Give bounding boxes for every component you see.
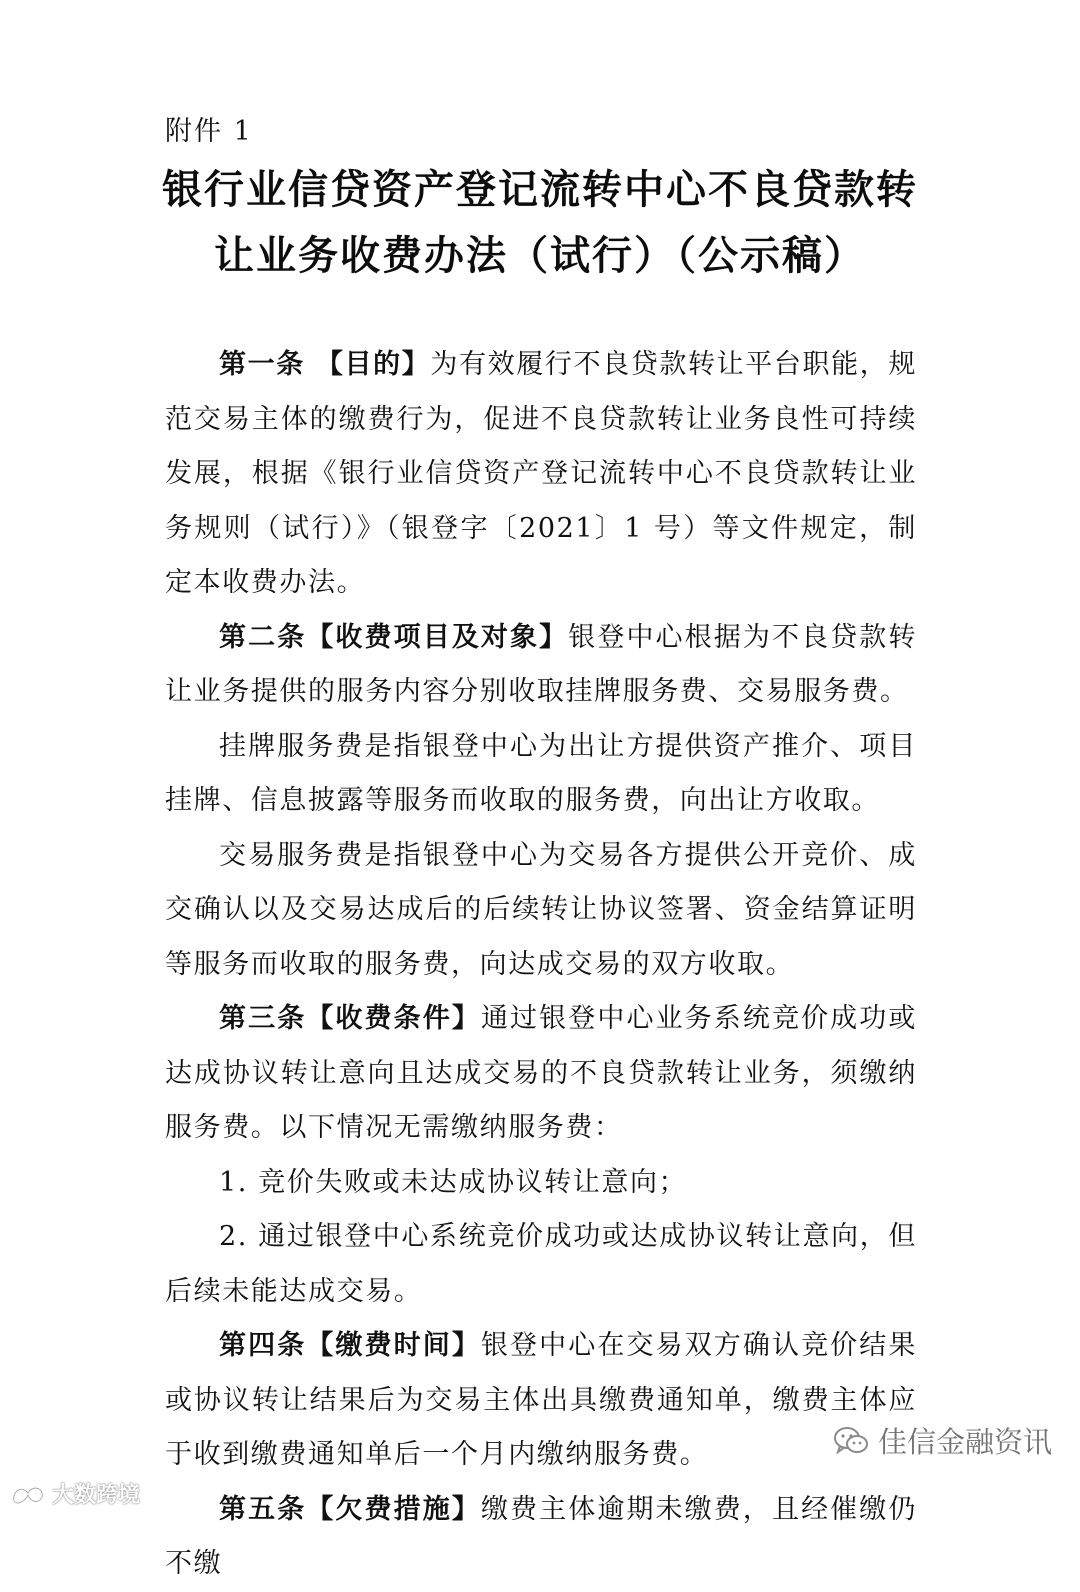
paragraph-text: 缴费主体逾期未缴费，且经催缴仍不缴 — [165, 1493, 917, 1579]
paragraph-text: 银登中心在交易双方确认竞价结果或协议转让结果后为交易主体出具缴费通知单，缴费主体应于收到缴费通知单后一个月内缴纳服务费。 — [165, 1330, 917, 1470]
article-4-paragraph — [165, 1319, 917, 1483]
document-title-line-1: 银行业信贷资产登记流转中心不良贷款转 — [162, 167, 918, 213]
listing-fee-paragraph — [165, 720, 917, 829]
ebrun-logo-icon — [10, 1481, 48, 1507]
paragraph-text: 为有效履行不良贷款转让平台职能，规范交易主体的缴费行为，促进不良贷款转让业务良性可持续发展，根据《银行业信贷资产登记流转中心不良贷款转让业务规则（试行）》（银登字〔2021〕1 号）等文件规定，制定本收费办法。 — [165, 349, 918, 598]
article-1-paragraph — [165, 338, 917, 611]
paragraph-text: 通过银登中心业务系统竞价成功或达成协议转让意向且达成交易的不良贷款转让业务，须缴纳服务费。以下情况无需缴纳服务费： — [165, 1003, 917, 1143]
document-title-line-2: 让业务收费办法（试行）（公示稿） — [214, 233, 866, 279]
article-heading: 第四条【缴费时间】 — [219, 1330, 481, 1361]
watermark-right-text: 佳信金融资讯 — [877, 1425, 1052, 1459]
article-5-paragraph — [165, 1483, 917, 1592]
source-watermark-right — [832, 1420, 1052, 1461]
article-heading: 第三条【收费条件】 — [219, 1003, 481, 1034]
article-heading: 第一条 【目的】 — [219, 349, 431, 380]
paragraph-text: 2. 通过银登中心系统竞价成功或达成协议转让意向，但后续未能达成交易。 — [165, 1221, 917, 1307]
article-3-paragraph — [165, 992, 917, 1156]
attachment-label: 附件 1 — [165, 116, 253, 147]
exemption-item-2 — [165, 1210, 917, 1319]
paragraph-text: 挂牌服务费是指银登中心为出让方提供资产推介、项目挂牌、信息披露等服务而收取的服务费，向出让方收取。 — [165, 730, 917, 816]
transaction-fee-paragraph — [165, 829, 917, 993]
article-2-paragraph — [165, 611, 917, 720]
source-watermark-left — [10, 1478, 140, 1509]
exemption-item-1 — [165, 1156, 917, 1211]
article-heading: 第二条【收费项目及对象】 — [219, 621, 569, 653]
paragraph-text: 银登中心根据为不良贷款转让业务提供的服务内容分别收取挂牌服务费、交易服务费。 — [165, 621, 917, 707]
article-heading: 第五条【欠费措施】 — [219, 1493, 481, 1525]
paragraph-text: 1. 竞价失败或未达成协议转让意向； — [219, 1166, 688, 1198]
paragraph-text: 交易服务费是指银登中心为交易各方提供公开竞价、成交确认以及交易达成后的后续转让协议签署、资金结算证明等服务而收取的服务费，向达成交易的双方收取。 — [165, 839, 917, 980]
wechat-icon — [832, 1425, 870, 1457]
document-body — [165, 338, 917, 1592]
watermark-left-text: 大数跨境 — [52, 1483, 141, 1508]
